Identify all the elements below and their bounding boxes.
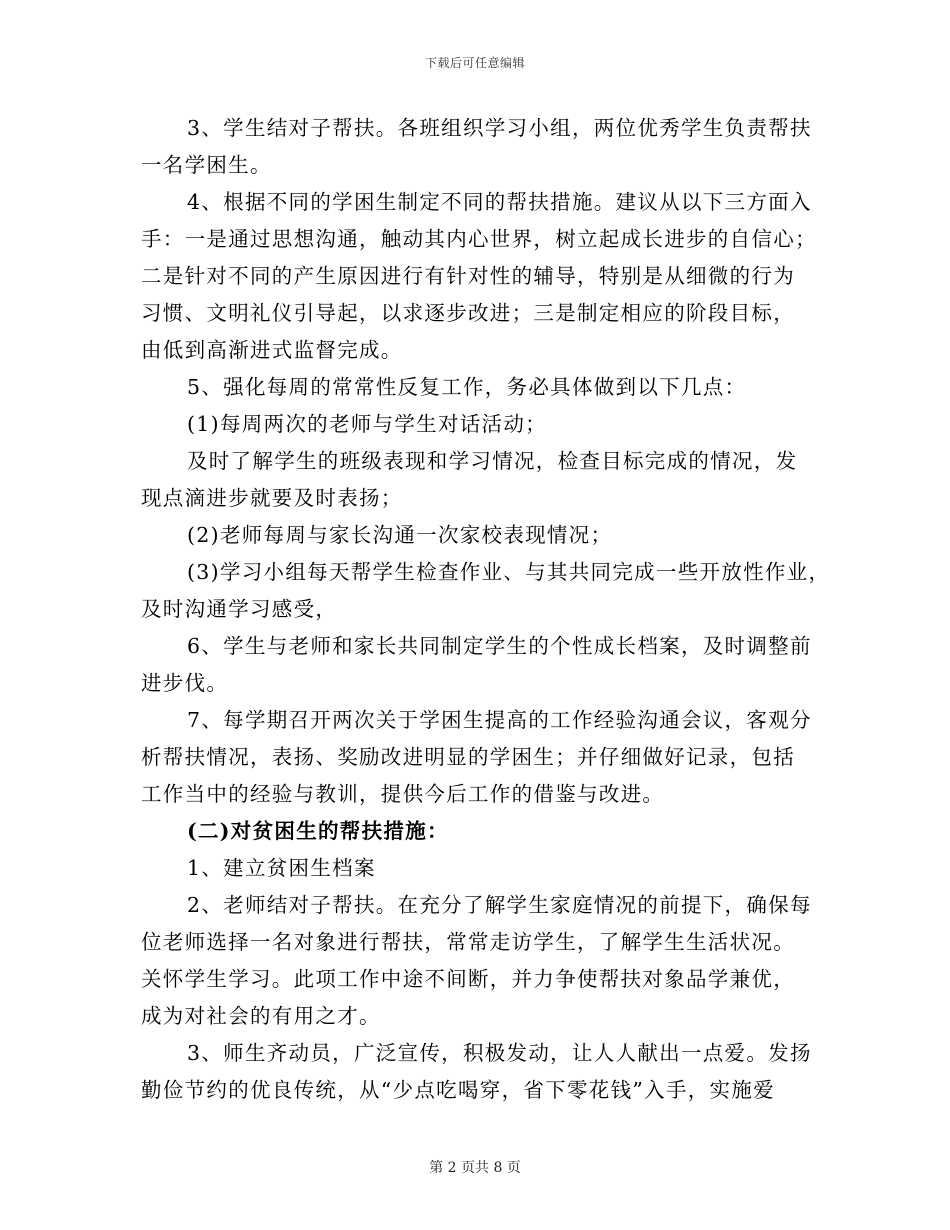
text-line: 及时沟通学习感受， [141, 597, 338, 621]
text-line: 5、强化每周的常常性反复工作，务必具体做到以下几点： [187, 375, 747, 399]
page-footer: 第 2 页共 8 页 [429, 1160, 521, 1176]
text-line: 成为对社会的有用之才。 [141, 1004, 381, 1028]
text-line: 4、根据不同的学困生制定不同的帮扶措施。建议从以下三方面入 [187, 190, 812, 214]
text-line: 现点滴进步就要及时表扬； [141, 486, 403, 510]
text-line: (3)学习小组每天帮学生检查作业、与其共同完成一些开放性作业， [187, 560, 831, 584]
document-body [141, 110, 831, 1109]
text-line: 进步伐。 [141, 671, 229, 695]
text-line: 由低到高渐进式监督完成。 [141, 338, 403, 362]
text-line: 2、老师结对子帮扶。在充分了解学生家庭情况的前提下，确保每 [187, 893, 812, 917]
text-line: (1)每周两次的老师与学生对话活动； [187, 412, 547, 436]
text-line: 一名学困生。 [141, 153, 272, 177]
text-line: 勤俭节约的优良传统，从“少点吃喝穿，省下零花钱”入手，实施爱 [141, 1078, 775, 1102]
text-line: (二)对贫困生的帮扶措施： [187, 819, 449, 843]
text-line: 1、建立贫困生档案 [187, 856, 376, 880]
text-line: 3、师生齐动员，广泛宣传，积极发动，让人人献出一点爱。发扬 [187, 1041, 812, 1065]
text-line: 及时了解学生的班级表现和学习情况，检查目标完成的情况，发 [187, 449, 798, 473]
text-line: 关怀学生学习。此项工作中途不间断，并力争使帮扶对象品学兼优， [141, 967, 795, 991]
text-line: 位老师选择一名对象进行帮扶，常常走访学生，了解学生生活状况。 [141, 930, 795, 954]
text-line: 工作当中的经验与教训，提供今后工作的借鉴与改进。 [141, 782, 665, 806]
text-line: (2)老师每周与家长沟通一次家校表现情况； [187, 523, 613, 547]
text-line: 3、学生结对子帮扶。各班组织学习小组，两位优秀学生负责帮扶 [187, 116, 812, 140]
text-line: 6、学生与老师和家长共同制定学生的个性成长档案，及时调整前 [187, 634, 812, 658]
text-line: 习惯、文明礼仪引导起，以求逐步改进；三是制定相应的阶段目标， [141, 301, 795, 325]
page-header: 下载后可任意编辑 [424, 56, 525, 70]
text-line: 二是针对不同的产生原因进行有针对性的辅导，特别是从细微的行为 [141, 264, 795, 288]
text-line: 7、每学期召开两次关于学困生提高的工作经验沟通会议，客观分 [187, 708, 812, 732]
text-line: 析帮扶情况，表扬、奖励改进明显的学困生；并仔细做好记录，包括 [141, 745, 795, 769]
text-line: 手：一是通过思想沟通，触动其内心世界，树立起成长进步的自信心； [141, 227, 817, 251]
